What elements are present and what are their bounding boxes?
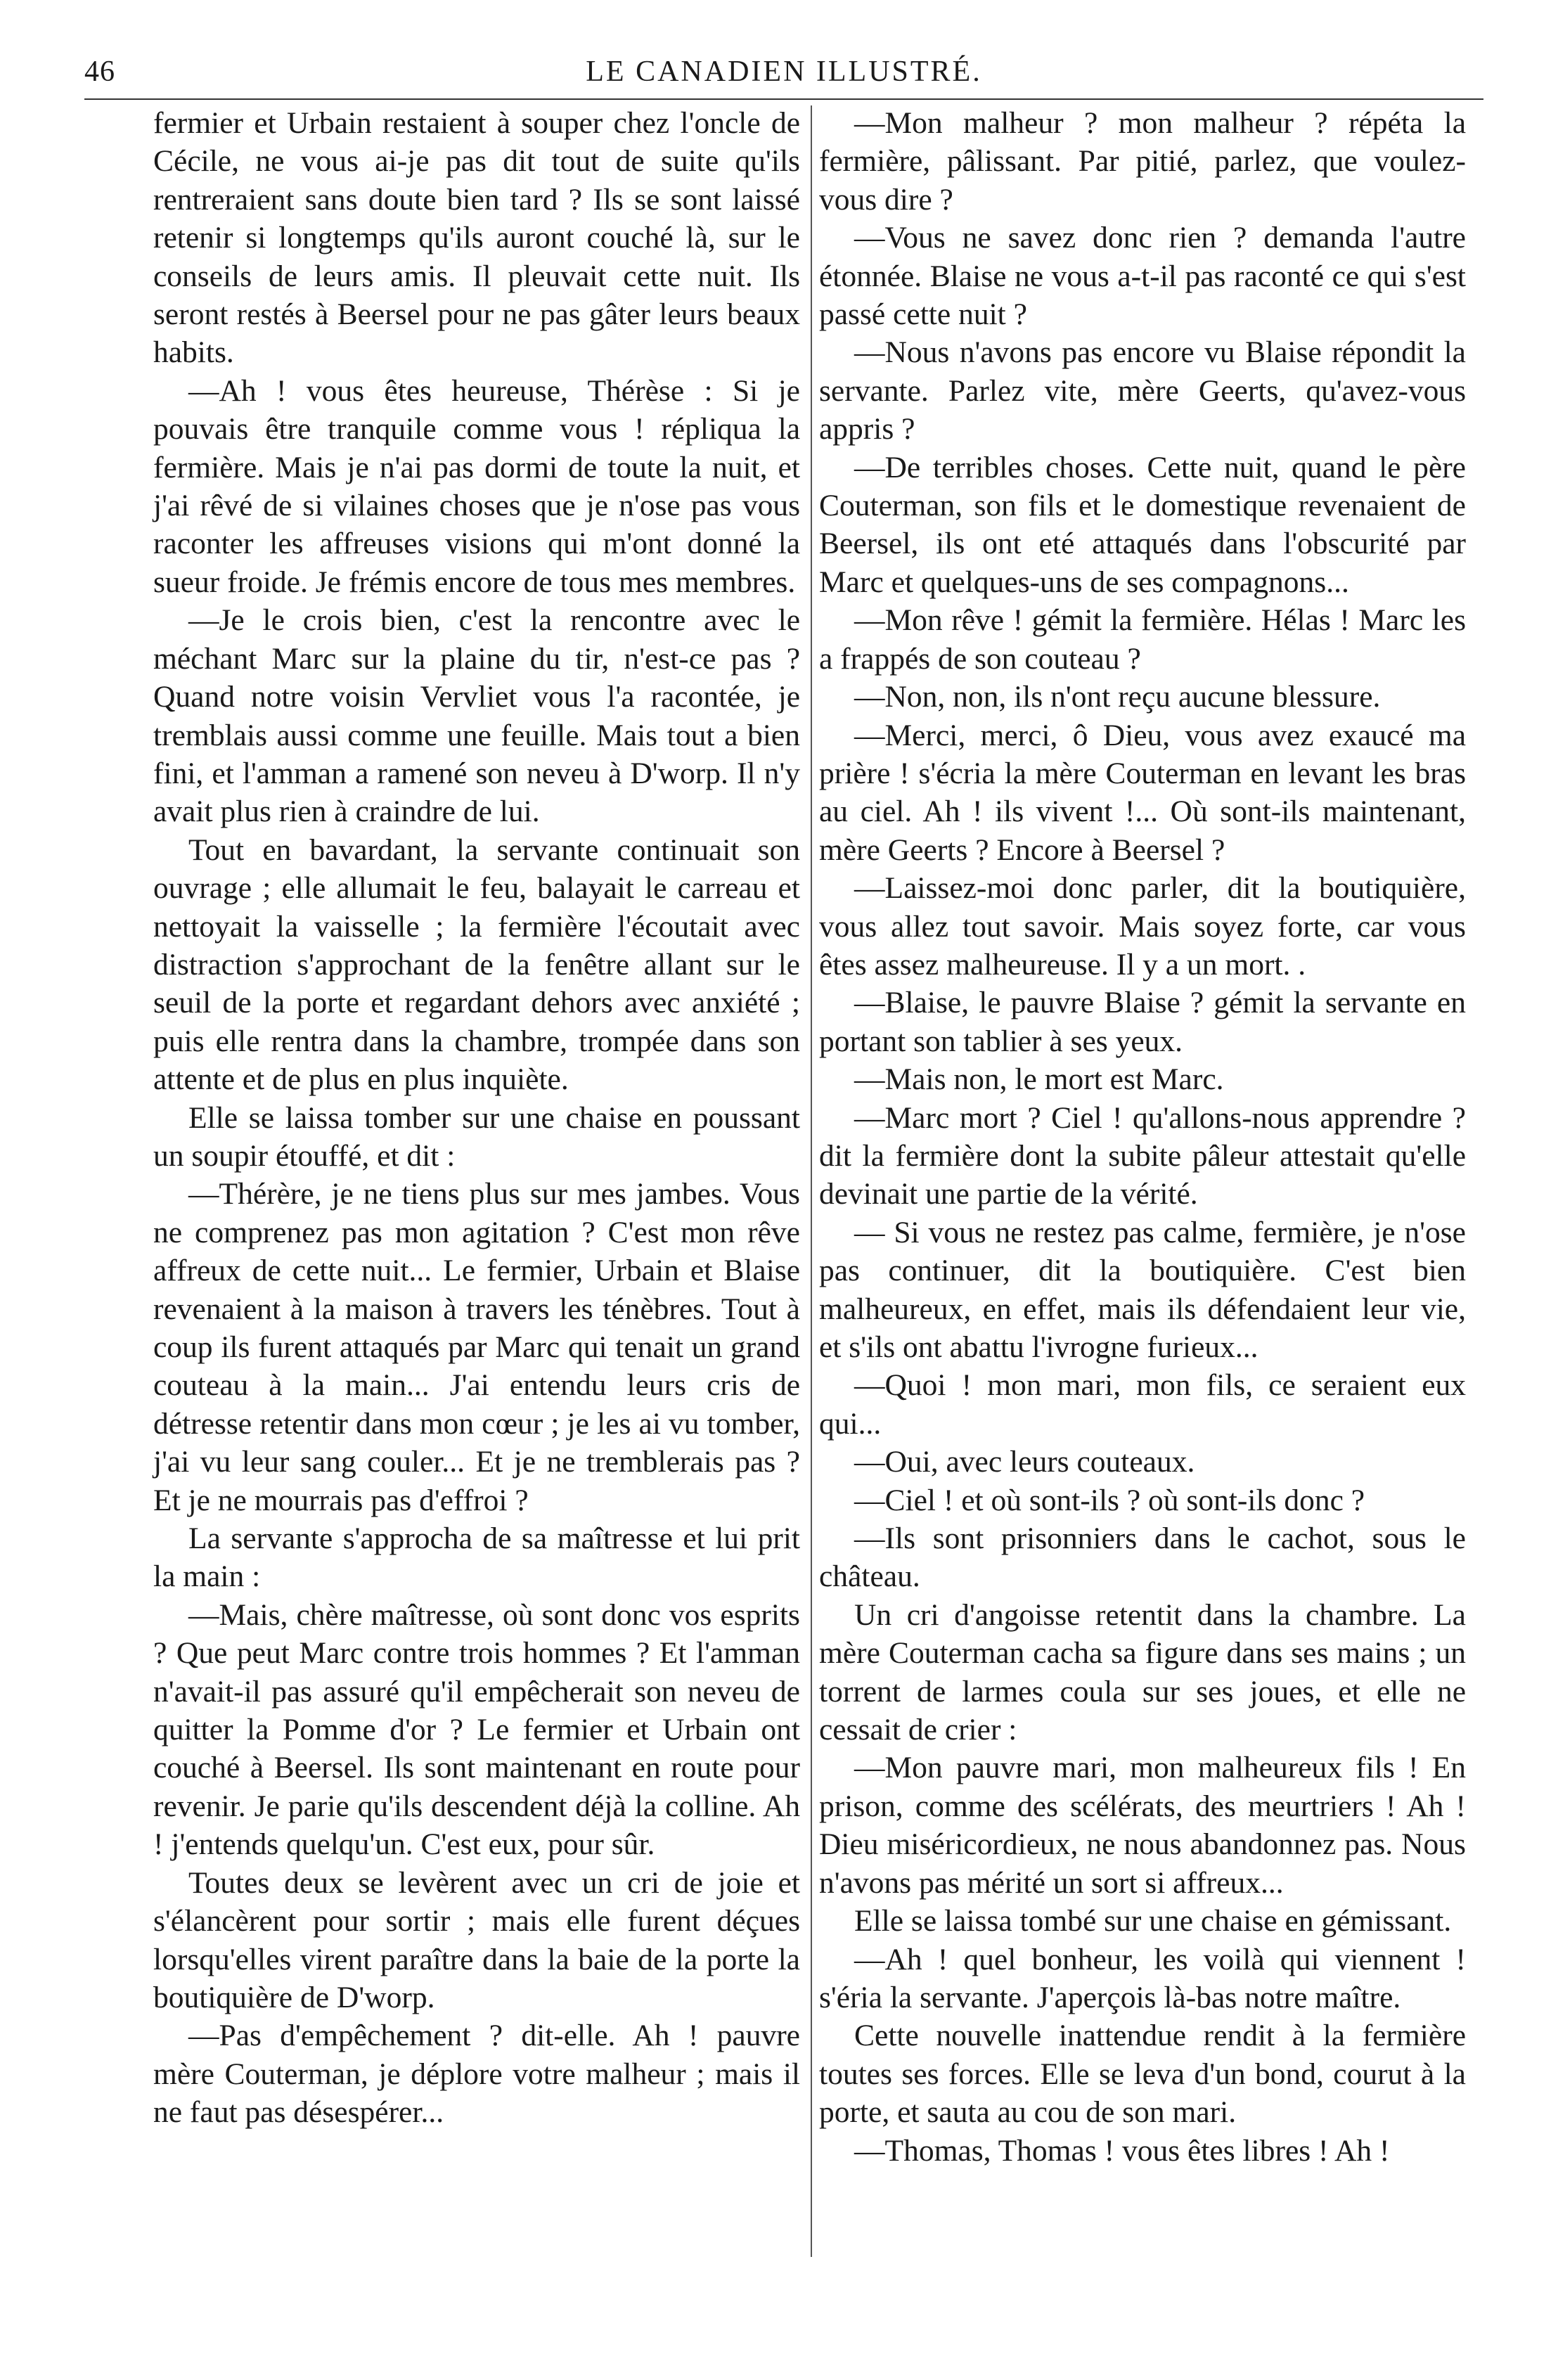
paragraph: —Marc mort ? Ciel ! qu'allons-nous apprendre ? dit la fermière dont la subite pâleur attestait qu'elle devinait une partie de la vérité. — [819, 1100, 1466, 1211]
paragraph: Tout en bavardant, la servante continuait son ouvrage ; elle allumait le feu, balayait le carreau et nettoyait la vaisselle ; la fermière l'écoutait avec distraction s'approchant de la fenêtre allant sur le seuil de la porte et regardant dehors avec anxiété ; puis elle rentra dans la chambre, trompée dans son attente et de plus en plus inquiète. — [153, 832, 800, 1097]
paragraph: Un cri d'angoisse retentit dans la chambre. La mère Couterman cacha sa figure dans ses mains ; un torrent de larmes coula sur ses joues, et elle ne cessait de crier : — [819, 1597, 1466, 1747]
paragraph: —Mais non, le mort est Marc. — [854, 1062, 1224, 1097]
paragraph: —Quoi ! mon mari, mon fils, ce seraient eux qui... — [819, 1368, 1466, 1441]
paragraph: —Ah ! quel bonheur, les voilà qui viennent ! s'éria la servante. J'aperçois là-bas notre maître. — [819, 1942, 1466, 2014]
paragraph: — Si vous ne restez pas calme, fermière, je n'ose pas continuer, dit la boutiquière. C'est bien malheureux, en effet, mais ils défendaient leur vie, et s'ils ont abattu l'ivrogne furieux... — [819, 1215, 1466, 1364]
paragraph: Elle se laissa tomber sur une chaise en poussant un soupir étouffé, et dit : — [153, 1100, 800, 1173]
paragraph: —Laissez-moi donc parler, dit la boutiquière, vous allez tout savoir. Mais soyez forte, car vous êtes assez malheureuse. Il y a un mort. . — [819, 871, 1466, 982]
paragraph: —Je le crois bien, c'est la rencontre avec le méchant Marc sur la plaine du tir, n'est-ce pas ? Quand notre voisin Vervliet vous l'a racontée, je tremblais aussi comme une feuille. Mais tout a bien fini, et l'amman a ramené son neveu à D'worp. Il n'y avait plus rien à craindre de lui. — [153, 603, 800, 829]
page-header — [84, 55, 1483, 97]
right-column — [819, 104, 1466, 2170]
left-column — [153, 104, 800, 2132]
paragraph: —Thomas, Thomas ! vous êtes libres ! Ah ! — [854, 2133, 1390, 2168]
paragraph: —Thérère, je ne tiens plus sur mes jambes. Vous ne comprenez pas mon agitation ? C'est mon rêve affreux de cette nuit... Le fermier, Urbain et Blaise revenaient à la maison à travers les ténèbres. Tout à coup ils furent attaqués par Marc qui tenait un grand couteau à la main... J'ai entendu leurs cris de détresse retentir dans mon cœur ; je les ai vu tomber, j'ai vu leur sang couler... Et je ne tremblerais pas ? Et je ne mourrais pas d'effroi ? — [153, 1177, 800, 1517]
paragraph: —Pas d'empêchement ? dit-elle. Ah ! pauvre mère Couterman, je déplore votre malheur ; mais il ne faut pas désespérer... — [153, 2019, 800, 2130]
paragraph: —Nous n'avons pas encore vu Blaise répondit la servante. Parlez vite, mère Geerts, qu'avez-vous appris ? — [819, 335, 1466, 446]
paragraph: —Mon rêve ! gémit la fermière. Hélas ! Marc les a frappés de son couteau ? — [819, 603, 1466, 676]
paragraph: Cette nouvelle inattendue rendit à la fermière toutes ses forces. Elle se leva d'un bond, courut à la porte, et sauta au cou de son mari. — [819, 2019, 1466, 2130]
paragraph: —Ils sont prisonniers dans le cachot, sous le château. — [819, 1522, 1466, 1594]
paragraph: La servante s'approcha de sa maîtresse et lui prit la main : — [153, 1522, 800, 1594]
paragraph: —Non, non, ils n'ont reçu aucune blessure. — [854, 680, 1381, 714]
paragraph: fermier et Urbain restaient à souper chez l'oncle de Cécile, ne vous ai-je pas dit tout de suite qu'ils rentreraient sans doute bien tard ? Ils se sont laissé retenir si longtemps qu'ils auront couché là, sur le conseils de leurs amis. Il pleuvait cette nuit. Ils seront restés à Beersel pour ne pas gâter leurs beaux habits. — [153, 106, 800, 370]
paragraph: —Blaise, le pauvre Blaise ? gémit la servante en portant son tablier à ses yeux. — [819, 986, 1466, 1058]
paragraph: Toutes deux se levèrent avec un cri de joie et s'élancèrent pour sortir ; mais elle furent déçues lorsqu'elles virent paraître dans la baie de la porte la boutiquière de D'worp. — [153, 1865, 800, 2014]
running-title: LE CANADIEN ILLUSTRÉ. — [586, 56, 982, 88]
paragraph: —Ciel ! et où sont-ils ? où sont-ils donc ? — [854, 1483, 1365, 1517]
paragraph: —De terribles choses. Cette nuit, quand le père Couterman, son fils et le domestique revenaient de Beersel, ils ont eté attaqués dans l'obscurité par Marc et quelques-uns de ses compagnons... — [819, 450, 1466, 599]
paragraph: Elle se laissa tombé sur une chaise en gémissant. — [854, 1904, 1452, 1938]
paragraph: —Mon malheur ? mon malheur ? répéta la fermière, pâlissant. Par pitié, parlez, que voulez-vous dire ? — [819, 106, 1466, 217]
paragraph: —Vous ne savez donc rien ? demanda l'autre étonnée. Blaise ne vous a-t-il pas raconté ce qui s'est passé cette nuit ? — [819, 221, 1466, 332]
page-number: 46 — [84, 56, 115, 88]
paragraph: —Ah ! vous êtes heureuse, Thérèse : Si je pouvais être tranquile comme vous ! répliqua la fermière. Mais je n'ai pas dormi de toute la nuit, et j'ai rêvé de si vilaines choses que je n'ose pas vous raconter les affreuses visions qui m'ont donné la sueur froide. Je frémis encore de tous mes membres. — [153, 373, 800, 599]
column-divider — [811, 105, 812, 2257]
paragraph: —Mon pauvre mari, mon malheureux fils ! En prison, comme des scélérats, des meurtriers ! Ah ! Dieu miséricordieux, ne nous abandonnez pas. Nous n'avons pas mérité un sort si affreux... — [819, 1751, 1466, 1900]
header-rule — [84, 98, 1483, 100]
paragraph: —Merci, merci, ô Dieu, vous avez exaucé ma prière ! s'écria la mère Couterman en levant les bras au ciel. Ah ! ils vivent !... Où sont-ils maintenant, mère Geerts ? Encore à Beersel ? — [819, 718, 1466, 867]
paragraph: —Mais, chère maîtresse, où sont donc vos esprits ? Que peut Marc contre trois hommes ? Et l'amman n'avait-il pas assuré qu'il empêcherait son neveu de quitter la Pomme d'or ? Le fermier et Urbain ont couché à Beersel. Ils sont maintenant en route pour revenir. Je parie qu'ils descendent déjà la colline. Ah ! j'entends quelqu'un. C'est eux, pour sûr. — [153, 1597, 800, 1862]
paragraph: —Oui, avec leurs couteaux. — [854, 1445, 1195, 1479]
